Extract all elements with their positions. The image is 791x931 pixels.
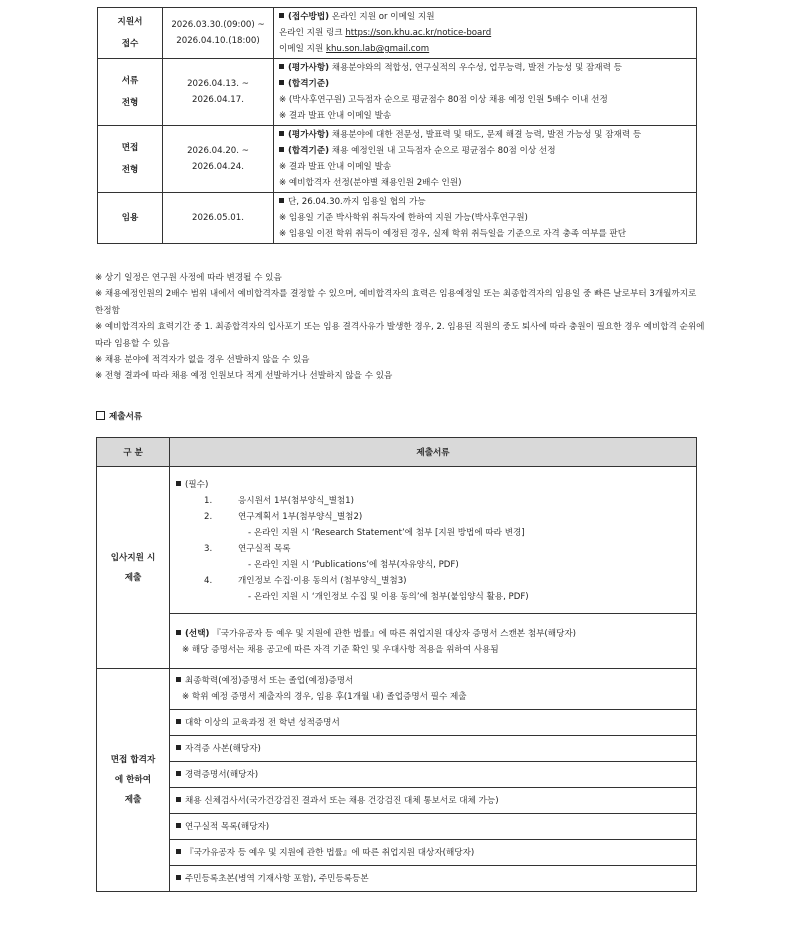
content-key: (평가사항) xyxy=(288,63,330,73)
content-text: 단, 26.04.30.까지 임용일 협의 가능 xyxy=(288,197,426,207)
doc-item xyxy=(176,573,690,589)
stage-label-text: 임용 xyxy=(121,213,139,223)
interview-doc-line xyxy=(176,715,690,731)
interview-doc-text: 경력증명서(해당자) xyxy=(185,769,259,780)
interview-row xyxy=(97,788,697,814)
doc-item xyxy=(176,541,690,557)
stage-label-text: 전형 xyxy=(121,165,139,175)
content-key: (합격기준) xyxy=(288,146,330,156)
content-text: ※ (박사후연구원) 고득점자 순으로 평균점수 80점 이상 채용 예정 인원 5배수 이내 선정 xyxy=(279,95,608,105)
stage-dates xyxy=(163,59,274,126)
note-line: ※ 전형 결과에 따라 채용 예정 인원보다 적게 선발하거나 선발하지 않을 수 있음 xyxy=(95,371,393,382)
date-text: 2026.04.10.(18:00) xyxy=(176,36,260,46)
content-line xyxy=(279,194,691,210)
interview-doc-text: 채용 신체검사서(국가건강검진 결과서 또는 채용 건강검진 대체 통보서로 대체 가능) xyxy=(185,795,499,806)
content-text: ※ 결과 발표 안내 이메일 발송 xyxy=(279,111,392,121)
interview-doc-line xyxy=(176,793,690,809)
content-line xyxy=(279,226,691,242)
stage-label-text: 접수 xyxy=(121,39,139,49)
item-text: 개인정보 수집·이용 동의서 (첨부양식_별첨3) xyxy=(238,576,407,586)
interview-doc-line xyxy=(176,767,690,783)
interview-doc xyxy=(170,669,697,710)
date-text: 2026.04.24. xyxy=(192,162,244,172)
item-number: 4. xyxy=(204,576,213,586)
date-text: 2026.05.01. xyxy=(192,213,244,223)
optional-docs xyxy=(170,614,697,669)
optional-row xyxy=(97,614,697,669)
optional-note: ※ 해당 증명서는 채용 공고에 따른 자격 기준 확인 및 우대사항 적용을 위하여 사용됨 xyxy=(182,645,499,655)
item-text: 연구실적 목록 xyxy=(238,544,291,554)
category-label-text: 제출 xyxy=(124,795,142,805)
link[interactable]: https://son.khu.ac.kr/notice-board xyxy=(345,28,492,38)
schedule-row xyxy=(98,8,697,59)
interview-doc xyxy=(170,840,697,866)
bullet-square-icon xyxy=(176,797,181,802)
date-text: 2026.04.20. ~ xyxy=(187,146,249,156)
documents-heading: 제출서류 xyxy=(96,410,142,422)
interview-doc-text: 주민등록초본(병역 기재사항 포함), 주민등록등본 xyxy=(185,873,369,884)
content-text: 이메일 지원 xyxy=(279,44,326,54)
item-text: 연구계획서 1부(첨부양식_별첨2) xyxy=(238,512,363,522)
category-label xyxy=(97,669,170,892)
interview-row xyxy=(97,814,697,840)
optional-line xyxy=(176,626,690,642)
bullet-square-icon xyxy=(176,481,181,486)
schedule-notes xyxy=(95,270,705,385)
stage-dates xyxy=(163,193,274,244)
bullet-square-icon xyxy=(279,147,284,152)
content-line xyxy=(279,60,691,76)
interview-doc-line xyxy=(176,845,690,861)
bullet-square-icon xyxy=(279,80,284,85)
content-text: ※ 결과 발표 안내 이메일 발송 xyxy=(279,162,392,172)
content-text: 온라인 지원 링크 xyxy=(279,28,346,38)
note-line: ※ 채용예정인원의 2배수 범위 내에서 예비합격자를 결정할 수 있으며, 예비합격자의 효력은 임용예정일 또는 최종합격자의 임용일 중 빠른 날로부터 3개월까지로 한정함 xyxy=(95,289,697,316)
bullet-square-icon xyxy=(279,13,284,18)
stage-label-text: 전형 xyxy=(121,98,139,108)
optional-text: 『국가유공자 등 예우 및 지원에 관한 법률』에 따른 취업지원 대상자 증명서 스캔본 첨부(해당자) xyxy=(209,629,577,639)
content-line xyxy=(279,159,691,175)
doc-item xyxy=(176,509,690,525)
content-line xyxy=(279,143,691,159)
content-line xyxy=(279,25,691,41)
content-line xyxy=(279,210,691,226)
content-text: ※ 예비합격자 선정(분야별 채용인원 2배수 인원) xyxy=(279,178,462,188)
stage-content xyxy=(274,59,697,126)
content-line xyxy=(279,175,691,191)
content-line xyxy=(279,127,691,143)
interview-row xyxy=(97,736,697,762)
required-row xyxy=(97,467,697,614)
item-number: 3. xyxy=(204,544,213,554)
doc-subitem: - 온라인 지원 시 ‘개인정보 수집 및 이용 동의’에 첨부(붙임양식 활용, PDF) xyxy=(248,592,529,602)
category-label-text: 에 한하여 xyxy=(114,775,152,785)
note-line: ※ 채용 분야에 적격자가 없을 경우 선발하지 않을 수 있음 xyxy=(95,355,310,366)
category-label-text: 제출 xyxy=(124,572,142,583)
interview-doc-text: 최종학력(예정)증명서 또는 졸업(예정)증명서 xyxy=(185,676,354,686)
header-category: 구 분 xyxy=(97,438,170,467)
interview-row xyxy=(97,710,697,736)
bullet-square-icon xyxy=(176,875,181,880)
interview-doc-line xyxy=(176,673,690,689)
doc-item xyxy=(176,493,690,509)
content-line xyxy=(279,41,691,57)
item-number: 1. xyxy=(204,496,213,506)
stage-label-text: 지원서 xyxy=(117,17,143,27)
date-text: 2026.03.30.(09:00) ~ xyxy=(171,20,265,30)
schedule-row xyxy=(98,59,697,126)
item-text: 응시원서 1부(첨부양식_별첨1) xyxy=(238,496,354,506)
link[interactable]: khu.son.lab@gmail.com xyxy=(325,44,430,54)
interview-row xyxy=(97,762,697,788)
required-docs xyxy=(170,467,697,614)
optional-key: (선택) xyxy=(185,629,210,639)
interview-doc xyxy=(170,814,697,840)
interview-doc-text: 대학 이상의 교육과정 전 학년 성적증명서 xyxy=(185,717,340,728)
bullet-square-icon xyxy=(176,823,181,828)
interview-doc xyxy=(170,710,697,736)
bullet-square-icon xyxy=(176,849,181,854)
stage-label xyxy=(98,59,163,126)
interview-doc-text: 『국가유공자 등 예우 및 지원에 관한 법률』에 따른 취업지원 대상자(해당자) xyxy=(185,847,475,858)
interview-doc-note: ※ 학위 예정 증명서 제출자의 경우, 임용 후(1개월 내) 졸업증명서 필수 제출 xyxy=(182,692,467,702)
bullet-square-icon xyxy=(176,677,181,682)
interview-doc-line xyxy=(176,871,690,887)
bullet-square-icon xyxy=(176,745,181,750)
stage-label-text: 서류 xyxy=(121,76,139,86)
content-text: 채용분야와의 적합성, 연구실적의 우수성, 업무능력, 발전 가능성 및 잠재력 등 xyxy=(329,63,622,73)
stage-content xyxy=(274,193,697,244)
content-text: ※ 임용일 이전 학위 취득이 예정된 경우, 실제 학위 취득일을 기준으로 자격 충족 여부를 판단 xyxy=(279,229,627,239)
note-line: ※ 예비합격자의 효력기간 중 1. 최종합격자의 입사포기 또는 임용 결격사유가 발생한 경우, 2. 임용된 직원의 중도 퇴사에 따라 충원이 필요한 경우 예비합격 순위에 따라 임용할 수 있음 xyxy=(95,322,705,349)
content-key: (접수방법) xyxy=(288,12,330,22)
content-key: (평가사항) xyxy=(288,130,330,140)
header-documents: 제출서류 xyxy=(170,438,697,467)
bullet-square-icon xyxy=(279,198,284,203)
item-number: 2. xyxy=(204,512,213,522)
stage-content xyxy=(274,126,697,193)
content-line xyxy=(279,92,691,108)
interview-doc xyxy=(170,762,697,788)
content-line xyxy=(279,108,691,124)
interview-doc-text: 연구실적 목록(해당자) xyxy=(185,821,270,832)
doc-subitem: - 온라인 지원 시 ‘Publications’에 첨부(자유양식, PDF) xyxy=(248,560,459,570)
interview-doc-text: 자격증 사본(해당자) xyxy=(185,743,261,754)
bullet-square-icon xyxy=(279,64,284,69)
content-line xyxy=(279,76,691,92)
must-title-text: (필수) xyxy=(185,480,209,490)
interview-doc-line xyxy=(176,741,690,757)
documents-table xyxy=(96,437,697,892)
stage-label-text: 면접 xyxy=(121,143,139,153)
note-line: ※ 상기 일정은 연구원 사정에 따라 변경될 수 있음 xyxy=(95,273,282,283)
stage-dates xyxy=(163,126,274,193)
stage-dates xyxy=(163,8,274,59)
interview-row xyxy=(97,840,697,866)
stage-label xyxy=(98,8,163,59)
date-text: 2026.04.17. xyxy=(192,95,244,105)
schedule-row xyxy=(98,193,697,244)
must-title xyxy=(176,477,690,493)
date-text: 2026.04.13. ~ xyxy=(187,79,249,89)
content-text: ※ 임용일 기준 박사학위 취득자에 한하여 지원 가능(박사후연구원) xyxy=(279,213,528,223)
category-label-text: 면접 합격자 xyxy=(110,755,156,765)
category-label-text: 입사지원 시 xyxy=(110,552,156,563)
stage-label xyxy=(98,126,163,193)
interview-doc xyxy=(170,788,697,814)
bullet-square-icon xyxy=(279,131,284,136)
content-text: 채용분야에 대한 전문성, 발표력 및 태도, 문제 해결 능력, 발전 가능성 및 잠재력 등 xyxy=(329,130,642,140)
interview-row xyxy=(97,866,697,892)
doc-subitem: - 온라인 지원 시 ‘Research Statement’에 첨부 [지원 방법에 따라 변경] xyxy=(248,528,525,538)
interview-row xyxy=(97,669,697,710)
content-line xyxy=(279,9,691,25)
checkbox-square-icon xyxy=(96,411,105,420)
bullet-square-icon xyxy=(176,771,181,776)
interview-doc-line xyxy=(176,819,690,835)
bullet-square-icon xyxy=(176,630,181,635)
interview-doc xyxy=(170,736,697,762)
content-key: (합격기준) xyxy=(288,79,330,89)
stage-label xyxy=(98,193,163,244)
category-label xyxy=(97,467,170,669)
stage-content xyxy=(274,8,697,59)
schedule-table xyxy=(97,7,697,244)
schedule-row xyxy=(98,126,697,193)
content-text: 온라인 지원 or 이메일 지원 xyxy=(329,12,435,22)
bullet-square-icon xyxy=(176,719,181,724)
content-text: 채용 예정인원 내 고득점자 순으로 평균점수 80점 이상 선정 xyxy=(329,146,556,156)
interview-doc xyxy=(170,866,697,892)
